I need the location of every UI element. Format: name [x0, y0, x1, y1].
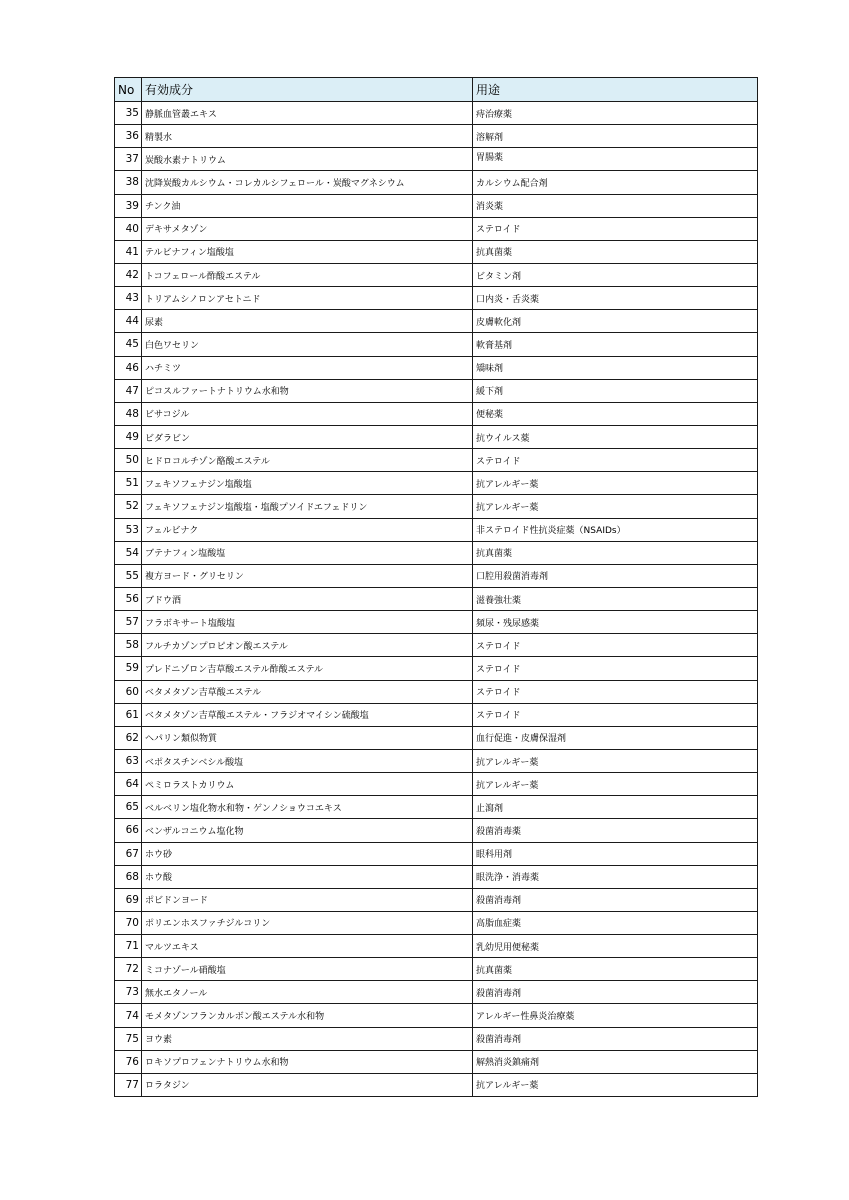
row-use: 抗真菌薬: [473, 541, 758, 564]
row-no: 51: [115, 472, 142, 495]
row-no: 46: [115, 356, 142, 379]
table-row: [115, 657, 758, 680]
row-ingredient: ピコスルファートナトリウム水和物: [142, 379, 473, 402]
row-use: 頻尿・残尿感薬: [473, 611, 758, 634]
table-row: [115, 981, 758, 1004]
row-no: 74: [115, 1004, 142, 1027]
row-ingredient: トリアムシノロンアセトニド: [142, 287, 473, 310]
row-use: 矯味剤: [473, 356, 758, 379]
table-row: [115, 356, 758, 379]
row-use: 殺菌消毒剤: [473, 888, 758, 911]
row-use: ステロイド: [473, 680, 758, 703]
row-use: 便秘薬: [473, 402, 758, 425]
table-row: [115, 911, 758, 934]
row-ingredient: フェルビナク: [142, 518, 473, 541]
row-use: ステロイド: [473, 449, 758, 472]
row-ingredient: 尿素: [142, 310, 473, 333]
row-ingredient: ブドウ酒: [142, 587, 473, 610]
row-ingredient: 白色ワセリン: [142, 333, 473, 356]
row-use: 滋養強壮薬: [473, 587, 758, 610]
row-no: 53: [115, 518, 142, 541]
row-no: 41: [115, 240, 142, 263]
row-no: 45: [115, 333, 142, 356]
row-no: 64: [115, 773, 142, 796]
table-row: [115, 935, 758, 958]
table-row: [115, 125, 758, 148]
table-row: [115, 148, 758, 171]
row-no: 71: [115, 935, 142, 958]
table-row: [115, 634, 758, 657]
row-no: 43: [115, 287, 142, 310]
row-ingredient: フラボキサート塩酸塩: [142, 611, 473, 634]
row-ingredient: モメタゾンフランカルボン酸エステル水和物: [142, 1004, 473, 1027]
table-row: [115, 842, 758, 865]
row-no: 68: [115, 865, 142, 888]
table-row: [115, 611, 758, 634]
row-ingredient: ペミロラストカリウム: [142, 773, 473, 796]
row-ingredient: デキサメタゾン: [142, 217, 473, 240]
row-ingredient: 沈降炭酸カルシウム・コレカルシフェロール・炭酸マグネシウム: [142, 171, 473, 194]
table-row: [115, 171, 758, 194]
row-use: 抗ウイルス薬: [473, 425, 758, 448]
row-use: 解熱消炎鎮痛剤: [473, 1050, 758, 1073]
row-use: 消炎薬: [473, 194, 758, 217]
table-row: [115, 472, 758, 495]
table-row: [115, 333, 758, 356]
row-ingredient: ブテナフィン塩酸塩: [142, 541, 473, 564]
row-use: 抗アレルギー薬: [473, 1073, 758, 1096]
row-ingredient: ヨウ素: [142, 1027, 473, 1050]
row-ingredient: ベルベリン塩化物水和物・ゲンノショウコエキス: [142, 796, 473, 819]
table-row: [115, 402, 758, 425]
row-no: 39: [115, 194, 142, 217]
row-use: 抗アレルギー薬: [473, 749, 758, 772]
table-row: [115, 1027, 758, 1050]
row-no: 47: [115, 379, 142, 402]
row-no: 63: [115, 749, 142, 772]
row-ingredient: マルツエキス: [142, 935, 473, 958]
table-row: [115, 773, 758, 796]
row-use: 緩下剤: [473, 379, 758, 402]
row-no: 35: [115, 102, 142, 125]
row-ingredient: ポビドンヨード: [142, 888, 473, 911]
row-no: 67: [115, 842, 142, 865]
row-ingredient: ベンザルコニウム塩化物: [142, 819, 473, 842]
row-use: 軟膏基剤: [473, 333, 758, 356]
row-use: 乳幼児用便秘薬: [473, 935, 758, 958]
row-use: 抗アレルギー薬: [473, 773, 758, 796]
row-use: 止瀉剤: [473, 796, 758, 819]
row-use: 口内炎・舌炎薬: [473, 287, 758, 310]
row-no: 77: [115, 1073, 142, 1096]
row-use: アレルギー性鼻炎治療薬: [473, 1004, 758, 1027]
row-no: 50: [115, 449, 142, 472]
row-ingredient: フルチカゾンプロピオン酸エステル: [142, 634, 473, 657]
row-use: 非ステロイド性抗炎症薬（NSAIDs）: [473, 518, 758, 541]
row-use: 抗真菌薬: [473, 240, 758, 263]
row-no: 58: [115, 634, 142, 657]
row-use: 高脂血症薬: [473, 911, 758, 934]
row-no: 62: [115, 726, 142, 749]
row-use: 抗アレルギー薬: [473, 495, 758, 518]
row-ingredient: フェキソフェナジン塩酸塩・塩酸プソイドエフェドリン: [142, 495, 473, 518]
row-no: 69: [115, 888, 142, 911]
row-no: 60: [115, 680, 142, 703]
row-no: 76: [115, 1050, 142, 1073]
row-use: ビタミン剤: [473, 263, 758, 286]
row-no: 49: [115, 425, 142, 448]
row-ingredient: ビサコジル: [142, 402, 473, 425]
row-use: 胃腸薬: [473, 148, 758, 171]
row-use: 殺菌消毒剤: [473, 981, 758, 1004]
row-use: ステロイド: [473, 217, 758, 240]
table-row: [115, 865, 758, 888]
row-use: ステロイド: [473, 703, 758, 726]
table-row: [115, 541, 758, 564]
table-row: [115, 425, 758, 448]
row-no: 66: [115, 819, 142, 842]
row-no: 48: [115, 402, 142, 425]
row-ingredient: プレドニゾロン吉草酸エステル酢酸エステル: [142, 657, 473, 680]
table-row: [115, 819, 758, 842]
row-no: 56: [115, 587, 142, 610]
row-ingredient: ハチミツ: [142, 356, 473, 379]
row-use: 眼科用剤: [473, 842, 758, 865]
row-use: 眼洗浄・消毒薬: [473, 865, 758, 888]
row-no: 37: [115, 148, 142, 171]
table-row: [115, 518, 758, 541]
row-no: 36: [115, 125, 142, 148]
row-ingredient: ヒドロコルチゾン酪酸エステル: [142, 449, 473, 472]
table-row: [115, 263, 758, 286]
table-row: [115, 379, 758, 402]
row-ingredient: ポリエンホスファチジルコリン: [142, 911, 473, 934]
row-use: 血行促進・皮膚保湿剤: [473, 726, 758, 749]
table-row: [115, 495, 758, 518]
row-ingredient: フェキソフェナジン塩酸塩: [142, 472, 473, 495]
row-no: 75: [115, 1027, 142, 1050]
row-ingredient: 複方ヨード・グリセリン: [142, 564, 473, 587]
row-use: 殺菌消毒薬: [473, 819, 758, 842]
row-ingredient: ホウ砂: [142, 842, 473, 865]
row-ingredient: 静脈血管叢エキス: [142, 102, 473, 125]
row-ingredient: ロキソプロフェンナトリウム水和物: [142, 1050, 473, 1073]
header-ingredient: 有効成分: [142, 78, 473, 102]
row-no: 54: [115, 541, 142, 564]
row-use: 殺菌消毒剤: [473, 1027, 758, 1050]
row-use: 口腔用殺菌消毒剤: [473, 564, 758, 587]
row-no: 65: [115, 796, 142, 819]
row-ingredient: ベポタスチンベシル酸塩: [142, 749, 473, 772]
row-no: 73: [115, 981, 142, 1004]
row-ingredient: ベタメタゾン吉草酸エステル: [142, 680, 473, 703]
row-ingredient: ビダラビン: [142, 425, 473, 448]
row-ingredient: ホウ酸: [142, 865, 473, 888]
row-ingredient: チンク油: [142, 194, 473, 217]
row-use: ステロイド: [473, 657, 758, 680]
row-use: 溶解剤: [473, 125, 758, 148]
ingredient-table: [114, 77, 758, 1097]
table-row: [115, 680, 758, 703]
row-ingredient: 炭酸水素ナトリウム: [142, 148, 473, 171]
row-no: 44: [115, 310, 142, 333]
row-no: 59: [115, 657, 142, 680]
header-use: 用途: [473, 78, 758, 102]
table-row: [115, 958, 758, 981]
header-no: No: [115, 78, 142, 102]
row-no: 61: [115, 703, 142, 726]
table-row: [115, 194, 758, 217]
row-ingredient: ベタメタゾン吉草酸エステル・フラジオマイシン硫酸塩: [142, 703, 473, 726]
table-row: [115, 240, 758, 263]
table-row: [115, 287, 758, 310]
table-row: [115, 749, 758, 772]
row-use: ステロイド: [473, 634, 758, 657]
row-ingredient: 精製水: [142, 125, 473, 148]
row-no: 38: [115, 171, 142, 194]
table-row: [115, 703, 758, 726]
row-no: 55: [115, 564, 142, 587]
row-no: 72: [115, 958, 142, 981]
row-ingredient: ヘパリン類似物質: [142, 726, 473, 749]
table-row: [115, 310, 758, 333]
header-row: [115, 78, 758, 102]
table-row: [115, 449, 758, 472]
row-no: 40: [115, 217, 142, 240]
table-row: [115, 888, 758, 911]
row-no: 42: [115, 263, 142, 286]
table-row: [115, 1050, 758, 1073]
row-use: 皮膚軟化剤: [473, 310, 758, 333]
table-row: [115, 1073, 758, 1096]
row-ingredient: ミコナゾール硝酸塩: [142, 958, 473, 981]
row-use: 抗真菌薬: [473, 958, 758, 981]
row-ingredient: ロラタジン: [142, 1073, 473, 1096]
row-use: 抗アレルギー薬: [473, 472, 758, 495]
row-ingredient: テルビナフィン塩酸塩: [142, 240, 473, 263]
row-ingredient: 無水エタノール: [142, 981, 473, 1004]
row-no: 52: [115, 495, 142, 518]
row-no: 70: [115, 911, 142, 934]
table-row: [115, 587, 758, 610]
table-row: [115, 726, 758, 749]
table-row: [115, 1004, 758, 1027]
row-ingredient: トコフェロール酢酸エステル: [142, 263, 473, 286]
row-no: 57: [115, 611, 142, 634]
table-row: [115, 796, 758, 819]
table-row: [115, 217, 758, 240]
row-use: カルシウム配合剤: [473, 171, 758, 194]
table-row: [115, 564, 758, 587]
row-use: 痔治療薬: [473, 102, 758, 125]
table-row: [115, 102, 758, 125]
